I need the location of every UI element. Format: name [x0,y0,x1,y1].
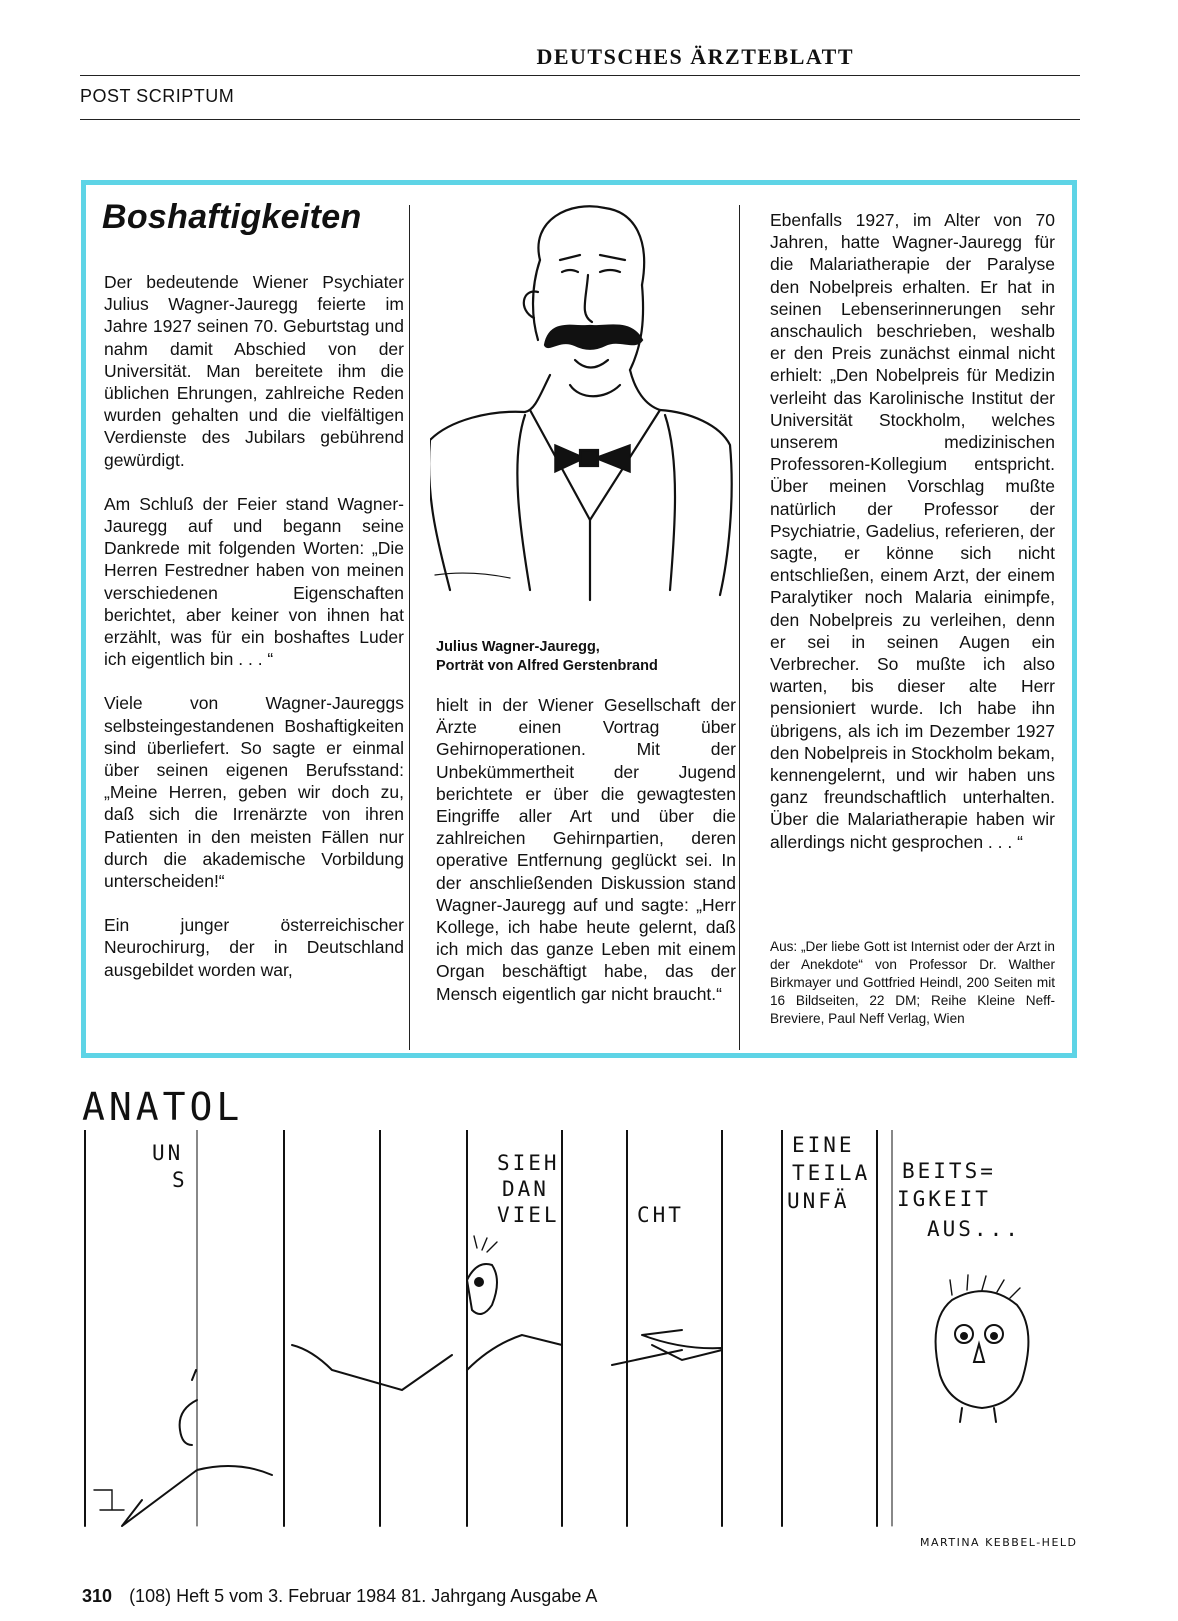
speech-text: VIEL [497,1203,560,1227]
paragraph: Ebenfalls 1927, im Alter von 70 Jahren, hatte Wagner-Jauregg für die Malariatherapie der Paralyse den Nobelpreis erhalten. Er hat in seinen Lebenserinnerungen sehr anschaulich beschrieben, weshalb er den Preis zunächst einmal nicht erhielt: „Den Nobelpreis für Medizin verleiht das Karolinische Institut der Universität Stockholm, welches unserem medizinischen Professoren-Kollegium entspricht. Über meinen Vorschlag mußte natürlich der Professor der Psychiatrie, Gadelius, referieren, der sagte, er könne sich nicht entschließen, einem Arzt, der einem Paralytiker noch Malaria einimpfe, den Nobelpreis zu verleihen, denn er sei in seinen Augen ein Verbrecher. So mußte ich also warten, bis dieser alte Herr pensioniert wurde. Ich habe ihn übrigens, als ich im Dezember 1927 den Nobelpreis in Stockholm bekam, kennengelernt, und wir haben uns ganz freundschaftlich unterhalten. Über die Malariatherapie haben wir allerdings nicht gesprochen . . . “ [770,210,1056,852]
paragraph: Ein junger österreichischer Neurochirurg, der in Deutschland ausgebildet worden war, [104,915,404,980]
page-footer [82,1586,597,1607]
caption-line: Porträt von Alfred Gerstenbrand [436,658,658,674]
cartoonist-signature: MARTINA KEBBEL-HELD [920,1536,1078,1549]
section-label: POST SCRIPTUM [80,86,235,106]
paragraph: Viele von Wagner-Jaureggs selbsteingestandenen Boshaftigkeiten sind überliefert. So sagte er einmal über seinen eigenen Berufsstand: „Meine Herren, geben wir doch zu, daß sich die Irrenärzte von ihren Patienten in den meisten Fällen nur durch die akademische Vorbildung unterscheiden!“ [104,693,404,892]
speech-text: TEILA [792,1161,871,1185]
speech-text: UN [152,1141,184,1165]
source-note: Aus: „Der liebe Gott ist Internist oder der Arzt in der Anekdote“ von Professor Dr. Walther Birkmayer und Gottfried Heindl, 200 Seiten mit 16 Bildseiten, 22 DM; Reihe Kleine Neff-Breviere, Paul Neff Verlag, Wien [770,939,1055,1026]
portrait-caption [436,638,736,676]
speech-text: SIEH [497,1151,560,1175]
comic-title-text: ANATOL [82,1085,244,1129]
column-divider [409,205,410,1050]
paragraph: hielt in der Wiener Gesellschaft der Ärzte einen Vortrag über Gehirnoperationen. Mit der Unbekümmertheit der Jugend berichtete er über die gewagtesten Eingriffe aller Art und über die zahlreichen Gehirnpartien, deren operative Entfernung geglückt sei. In der anschließenden Diskussion stand Wagner-Jauregg auf und sagte: „Herr Kollege, ich habe heute gelernt, daß ich mich das ganze Leben mit einem Organ beschäftigt habe, das der Mensch eigentlich gar nicht braucht.“ [436,695,736,1004]
speech-text: IGKEIT [897,1187,991,1211]
speech-text: DAN [502,1177,549,1201]
article-title: Boshaftigkeiten [102,198,362,236]
issue-info: (108) Heft 5 vom 3. Februar 1984 81. Jahrgang Ausgabe A [129,1586,598,1606]
section-rule [80,119,1080,120]
paragraph: Der bedeutende Wiener Psychiater Julius Wagner-Jauregg feierte im Jahre 1927 seinen 70. Geburtstag und nahm damit Abschied von der Universität. Man bereitete ihm die üblichen Ehrungen, zahlreiche Reden wurden gehalten und die vielfältigen Verdienste des Jubilars gebührend gewürdigt. [104,272,404,470]
speech-text: UNFÄ [787,1189,850,1213]
speech-text: CHT [637,1203,684,1227]
comic-panel-2-text [497,1151,684,1227]
article-column-2 [436,694,736,1027]
comic-panel-3-text [787,1133,1021,1241]
speech-text: BEITS= [902,1159,996,1183]
speech-text: AUS... [927,1217,1021,1241]
speech-text: EINE [792,1133,855,1157]
page-number: 310 [82,1586,113,1606]
portrait-caricature [430,200,740,620]
comic-strip [82,1130,1078,1530]
article-column-1 [104,271,404,1003]
article-column-3 [770,209,1055,875]
comic-title [82,1084,302,1130]
header-rule [80,75,1080,76]
comic-panel-1-text [152,1141,188,1192]
caption-line: Julius Wagner-Jauregg, [436,639,600,655]
masthead: DEUTSCHES ÄRZTEBLATT [536,44,854,69]
paragraph: Am Schluß der Feier stand Wagner-Jauregg auf und begann seine Dankrede mit folgenden Worten: „Die Herren Festredner haben von meinen verschiedenen Eigenschaften berichtet, aber keiner von ihnen hat erzählt, was für ein boshaftes Luder ich eigentlich bin . . . “ [104,493,404,670]
speech-text: S [172,1168,188,1192]
